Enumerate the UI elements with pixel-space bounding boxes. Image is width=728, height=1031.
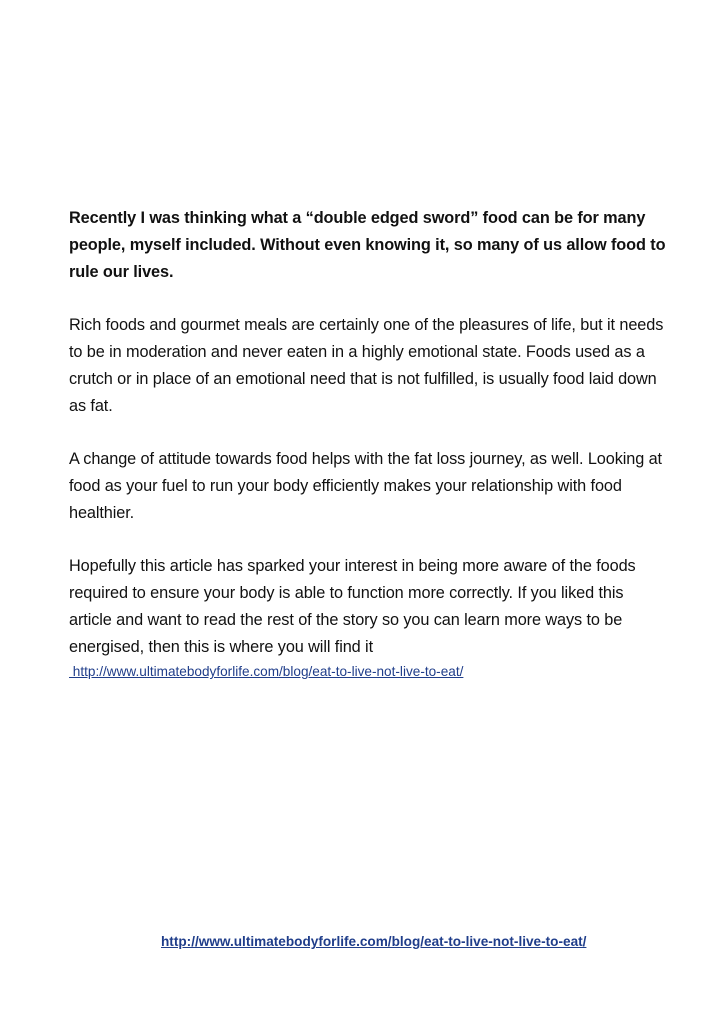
article-link[interactable]: http://www.ultimatebodyforlife.com/blog/eat-to-live-not-live-to-eat/: [69, 664, 464, 679]
body-paragraph-attitude: A change of attitude towards food helps with the fat loss journey, as well. Looking at food as your fuel to run your body efficiently makes your relationship with food healthier.: [69, 450, 662, 522]
closing-paragraph: Hopefully this article has sparked your interest in being more aware of the foods required to ensure your body is able to function more correctly. If you liked this article and want to read the rest of the story so you can learn more ways to be energised, then this is where you will find it: [69, 557, 636, 656]
body-paragraph-rich-foods: Rich foods and gourmet meals are certainly one of the pleasures of life, but it needs to be in moderation and never eaten in a highly emotional state. Foods used as a crutch or in place of an emotional need that is not fulfilled, is usually food laid down as fat.: [69, 316, 664, 415]
footer-article-link[interactable]: http://www.ultimatebodyforlife.com/blog/eat-to-live-not-live-to-eat/: [161, 934, 587, 949]
intro-paragraph: Recently I was thinking what a “double edged sword” food can be for many people, myself included. Without even knowing it, so many of us allow food to rule our lives.: [69, 209, 666, 281]
article-body: [69, 205, 669, 681]
